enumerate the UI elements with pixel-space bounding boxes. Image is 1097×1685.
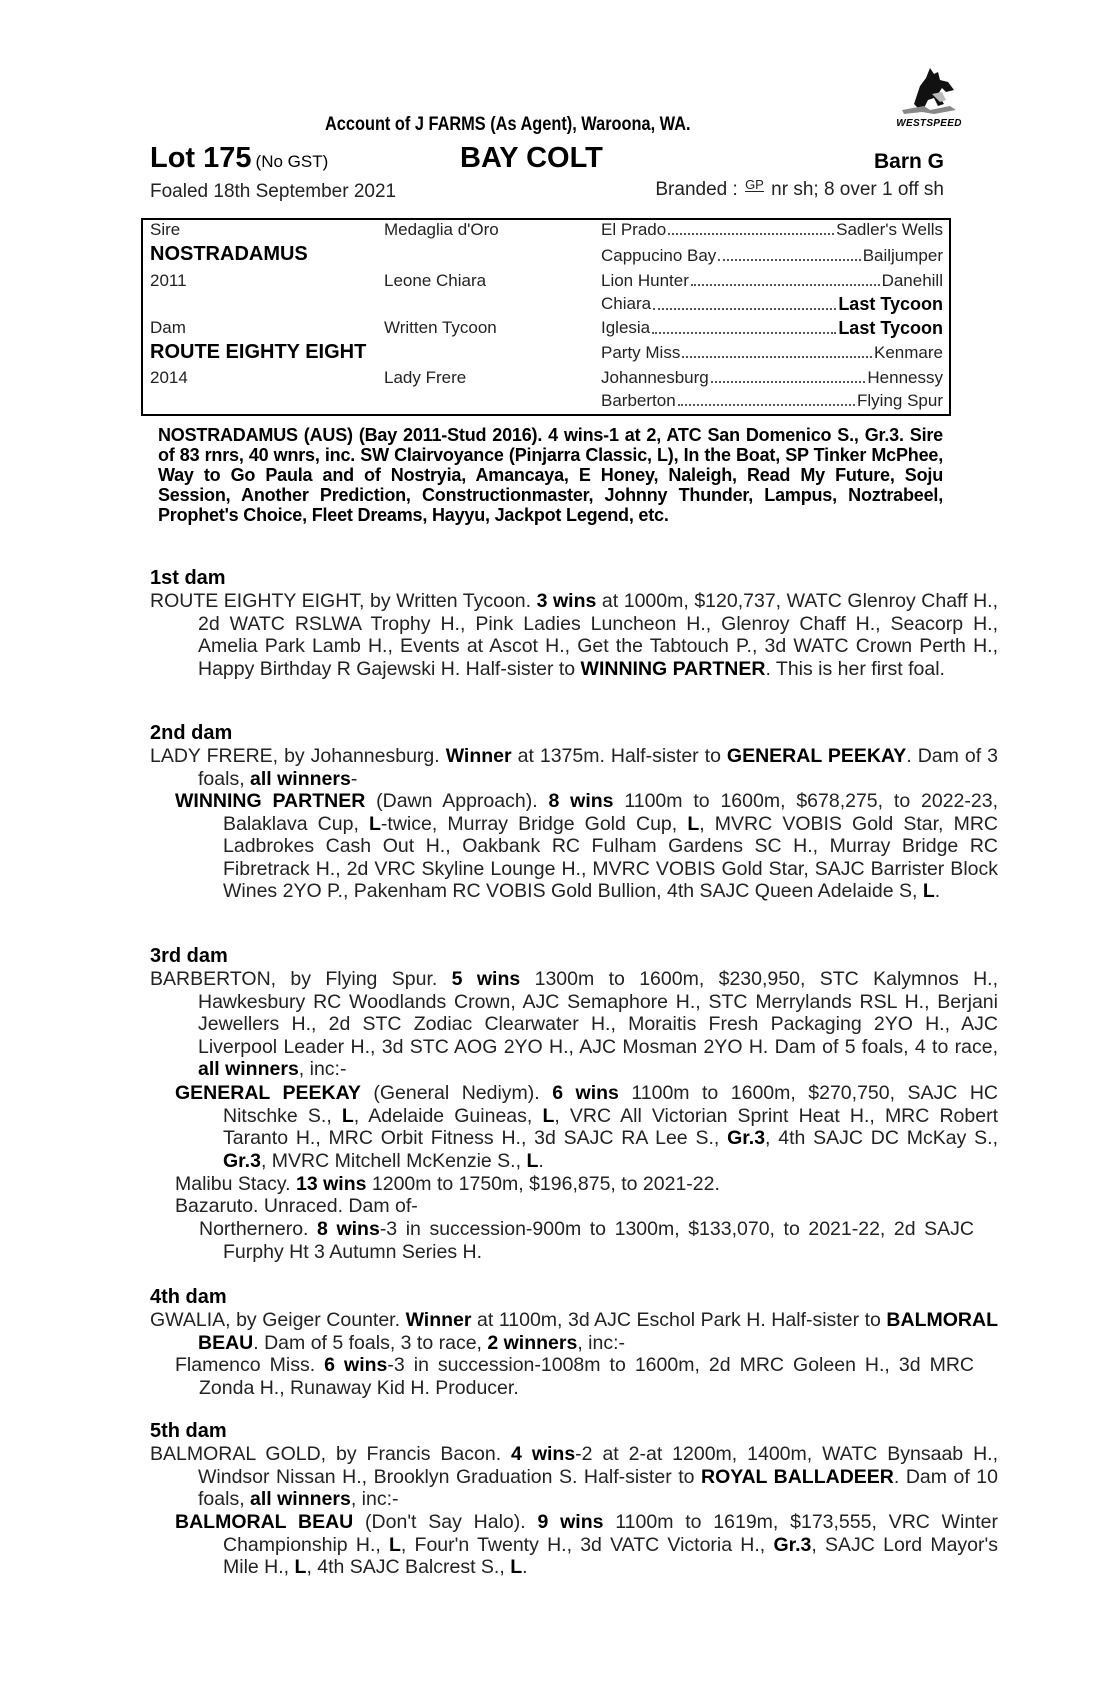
text-run-bold: WINNING PARTNER	[580, 657, 766, 680]
pedigree-row	[601, 391, 943, 411]
sire-year: 2011	[150, 271, 187, 290]
pedigree-row	[601, 368, 943, 388]
text-run: -	[350, 767, 358, 790]
pedigree-row	[601, 318, 943, 339]
text-run-bold: L	[294, 1556, 307, 1578]
third-dam-progeny-1	[175, 1082, 998, 1172]
text-run-bold: Winner	[405, 1309, 472, 1331]
text-run: .	[934, 880, 941, 902]
granddam-maternal: Lady Frere	[384, 368, 467, 387]
text-run-bold: L	[526, 1149, 539, 1172]
pedigree-row	[601, 271, 943, 291]
text-run: at 1000m, $120,737, WATC Glenroy Chaff H., 2d WATC RSLWA Trophy H., Pink Ladies Luncheon H., Glenroy Chaff H., Seacorp H., Amelia Park Lamb H., Events at Ascot H., Get the Tabtouch P., 3d WATC Crown Perth H., Happy Birthday R Gajewski H. Half-sister to	[198, 590, 998, 680]
grandsire-maternal: Written Tycoon	[384, 318, 497, 337]
text-run-bold: 6 wins	[552, 1082, 619, 1104]
text-run: . Dam of 5 foals, 3 to race,	[253, 1331, 488, 1354]
fifth-dam-progeny	[175, 1511, 998, 1579]
text-run: , 4th SAJC DC McKay S.,	[765, 1127, 999, 1149]
text-run-bold: all winners	[250, 767, 351, 790]
branded-prefix: Branded :	[655, 179, 738, 200]
text-run-bold: Gr.3	[727, 1127, 766, 1149]
text-run: 1200m to 1750m, $196,875, to 2021-22.	[366, 1173, 720, 1195]
grandsire-paternal: Medaglia d'Oro	[384, 220, 499, 239]
dam-label: Dam	[150, 318, 186, 337]
sire-name: NOSTRADAMUS	[150, 243, 308, 265]
fourth-dam-text	[150, 1309, 998, 1354]
leader-dots	[653, 294, 836, 310]
fourth-dam-progeny	[175, 1354, 974, 1399]
third-dam-text	[150, 968, 998, 1081]
dam-name: ROUTE EIGHTY EIGHT	[150, 341, 367, 363]
text-run-bold: L	[341, 1104, 354, 1127]
logo-text: WESTSPEED	[896, 118, 962, 129]
second-dam-heading: 2nd dam	[150, 722, 233, 744]
text-run-bold: GENERAL PEEKAY	[726, 745, 907, 767]
text-run: , VRC All Victorian Sprint Heat H., MRC Robert Taranto H., MRC Orbit Fitness H., 3d SAJC RA Lee S.,	[223, 1104, 998, 1149]
text-run-bold: 4 wins	[511, 1443, 576, 1465]
text-run: -twice, Murray Bridge Gold Cup,	[380, 812, 688, 835]
barn-label: Barn G	[873, 150, 944, 173]
sire-label: Sire	[150, 220, 181, 239]
text-run-bold: BALMORAL BEAU	[175, 1511, 354, 1533]
text-run: , Four'n Twenty H., 3d VATC Victoria H.,	[400, 1533, 774, 1556]
text-run: , SAJC Lord Mayor's Mile H.,	[223, 1533, 998, 1578]
text-run: , MVRC Mitchell McKenzie S.,	[260, 1149, 527, 1172]
vendor-account: Account of J FARMS (As Agent), Waroona, WA.	[325, 114, 691, 135]
text-run-bold: 13 wins	[296, 1173, 367, 1195]
text-run-bold: Gr.3	[773, 1533, 812, 1556]
text-run: -3 in succession-900m to 1300m, $133,070, to 2021-22, 2d SAJC Furphy Ht 3 Autumn Series H.	[223, 1218, 975, 1263]
lot-label: Lot 175	[150, 142, 252, 174]
text-run-bold: BALMORAL BEAU	[198, 1309, 998, 1354]
second-dam-progeny	[175, 790, 998, 903]
foaled-date: Foaled 18th September 2021	[150, 181, 397, 202]
pedigree-row	[601, 220, 943, 240]
text-run-bold: 6 wins	[324, 1354, 388, 1376]
ggp-sire: Last Tycoon	[838, 294, 943, 314]
text-run-bold: 3 wins	[536, 590, 597, 612]
ggp-sire: Flying Spur	[857, 391, 943, 410]
text-run: . This is her first foal.	[765, 657, 945, 680]
lot-number	[150, 142, 328, 175]
text-run: BARBERTON, by Flying Spur.	[150, 968, 452, 990]
text-run: (Dawn Approach).	[365, 790, 549, 812]
leader-dots	[678, 391, 855, 406]
text-run-bold: 9 wins	[537, 1511, 604, 1533]
ggp-name: Cappucino Bay	[601, 246, 717, 265]
dam-year: 2014	[150, 368, 188, 387]
text-run-bold: L	[922, 880, 935, 902]
ggp-sire: Last Tycoon	[838, 318, 943, 338]
text-run-bold: L	[542, 1104, 555, 1127]
text-run: -3 in succession-1008m to 1600m, 2d MRC Goleen H., 3d MRC Zonda H., Runaway Kid H. Producer.	[199, 1354, 974, 1399]
text-run-bold: 5 wins	[451, 968, 521, 990]
text-run: , inc:-	[577, 1331, 626, 1354]
text-run: Malibu Stacy.	[175, 1173, 297, 1195]
ggp-name: El Prado	[601, 220, 667, 239]
pedigree-row	[601, 294, 943, 315]
ggp-name: Barberton	[601, 391, 676, 410]
ggp-name: Chiara	[601, 294, 652, 313]
text-run: .	[538, 1149, 544, 1172]
text-run: . Dam of 10 foals,	[198, 1465, 998, 1510]
text-run-bold: all winners	[198, 1058, 299, 1080]
third-dam-progeny-3: Bazaruto. Unraced. Dam of-	[175, 1195, 418, 1217]
text-run-bold: L	[687, 812, 700, 835]
pedigree-row	[601, 246, 943, 266]
leader-dots	[668, 220, 834, 235]
text-run: , MVRC VOBIS Gold Star, MRC Ladbrokes Cash Out H., Oakbank RC Fulham Gardens SC H., Murray Bridge RC Fibretrack H., 2d VRC Skyline Lounge H., MVRC VOBIS Gold Star, SAJC Barrister Block Wines 2YO P., Pakenham RC VOBIS Gold Bullion, 4th SAJC Queen Adelaide S,	[223, 812, 998, 902]
ggp-sire: Bailjumper	[862, 246, 943, 265]
ggp-name: Lion Hunter	[601, 271, 689, 290]
text-run-bold: L	[510, 1556, 523, 1578]
ggp-name: Johannesburg	[601, 368, 709, 387]
third-dam-progeny-2	[175, 1173, 950, 1196]
ggp-sire: Sadler's Wells	[836, 220, 943, 239]
text-run-bold: L	[389, 1533, 401, 1556]
text-run-bold: Gr.3	[223, 1149, 261, 1172]
third-dam-heading: 3rd dam	[150, 945, 228, 967]
second-dam-text	[150, 745, 998, 790]
text-run-bold: ROYAL BALLADEER	[701, 1465, 894, 1488]
leader-dots	[691, 271, 880, 286]
text-run: 1100m to 1600m, $678,275, to 2022-23, Balaklava Cup,	[223, 790, 998, 835]
fourth-dam-heading: 4th dam	[150, 1286, 227, 1308]
leader-dots	[682, 343, 872, 358]
text-run-bold: GENERAL PEEKAY	[175, 1082, 361, 1104]
ggp-name: Party Miss	[601, 343, 681, 362]
text-run: .	[522, 1556, 528, 1578]
text-run: (General Nediym).	[360, 1082, 553, 1104]
text-run: , inc:-	[298, 1058, 347, 1080]
brand-mark: GP	[745, 177, 764, 192]
leader-dots	[718, 246, 860, 261]
third-dam-grand-progeny	[199, 1218, 974, 1263]
text-run-bold: L	[369, 812, 381, 835]
text-run: , Adelaide Guineas,	[353, 1104, 543, 1127]
ggp-sire: Hennessy	[867, 368, 943, 387]
text-run: -2 at 2-at 1200m, 1400m, WATC Bynsaab H., Windsor Nissan H., Brooklyn Graduation S. Half-sister to	[198, 1443, 999, 1488]
text-run: , 4th SAJC Balcrest S.,	[306, 1556, 511, 1578]
branded-suffix: nr sh; 8 over 1 off sh	[771, 179, 944, 200]
text-run: Flamenco Miss.	[175, 1354, 325, 1376]
first-dam-text	[150, 590, 998, 680]
text-run: (Don't Say Halo).	[353, 1511, 538, 1533]
ggp-sire: Kenmare	[874, 343, 943, 362]
text-run-bold: Winner	[445, 745, 512, 767]
horse-logo-icon	[894, 64, 964, 120]
sire-summary: NOSTRADAMUS (AUS) (Bay 2011-Stud 2016). 4 wins-1 at 2, ATC San Domenico S., Gr.3. Sire of 83 rnrs, 40 wnrs, inc. SW Clairvoyance (Pinjarra Classic, L), In the Boat, SP Tinker McPhee, Way to Go Paula and of Nostryia, Amancaya, E Honey, Naleigh, Read My Future, Soju Session, Another Prediction, Constructionmaster, Johnny Thunder, Lampus, Noztrabeel, Prophet's Choice, Fleet Dreams, Hayyu, Jackpot Legend, etc.	[158, 425, 943, 525]
fifth-dam-text	[150, 1443, 998, 1511]
text-run-bold: all winners	[250, 1488, 351, 1510]
text-run: at 1375m. Half-sister to	[511, 745, 727, 767]
text-run-bold: WINNING PARTNER	[175, 790, 366, 812]
gst-note: (No GST)	[255, 152, 329, 171]
text-run: LADY FRERE, by Johannesburg.	[150, 745, 446, 767]
text-run: Northernero.	[199, 1218, 318, 1240]
text-run: at 1100m, 3d AJC Eschol Park H. Half-sister to	[471, 1309, 887, 1331]
lot-title: BAY COLT	[460, 142, 603, 174]
text-run-bold: 8 wins	[317, 1218, 380, 1240]
ggp-name: Iglesia	[601, 318, 651, 337]
pedigree-row	[601, 343, 943, 363]
text-run-bold: 2 winners	[487, 1331, 578, 1354]
text-run: , inc:-	[350, 1488, 399, 1510]
text-run: 1300m to 1600m, $230,950, STC Kalymnos H., Hawkesbury RC Woodlands Crown, AJC Semaphore H., STC Merrylands RSL H., Berjani Jewellers H., 2d STC Zodiac Clearwater H., Moraitis Fresh Packaging 2YO H., AJC Liverpool Leader H., 3d STC AOG 2YO H., AJC Mosman 2YO H. Dam of 5 foals, 4 to race,	[198, 968, 998, 1058]
leader-dots	[711, 368, 866, 383]
text-run: 1100m to 1600m, $270,750, SAJC HC Nitschke S.,	[223, 1082, 998, 1127]
westspeed-logo	[894, 64, 964, 134]
leader-dots	[652, 318, 836, 334]
ggp-sire: Danehill	[881, 271, 943, 290]
text-run: 1100m to 1619m, $173,555, VRC Winter Championship H.,	[223, 1511, 998, 1556]
text-run: ROUTE EIGHTY EIGHT, by Written Tycoon.	[150, 590, 537, 612]
branded-info	[655, 178, 944, 201]
text-run: BALMORAL GOLD, by Francis Bacon.	[150, 1443, 512, 1465]
text-run: . Dam of 3 foals,	[198, 745, 998, 790]
fifth-dam-heading: 5th dam	[150, 1420, 227, 1442]
text-run: GWALIA, by Geiger Counter.	[150, 1309, 406, 1331]
first-dam-heading: 1st dam	[150, 567, 226, 589]
granddam-paternal: Leone Chiara	[384, 271, 487, 290]
text-run-bold: 8 wins	[548, 790, 614, 812]
